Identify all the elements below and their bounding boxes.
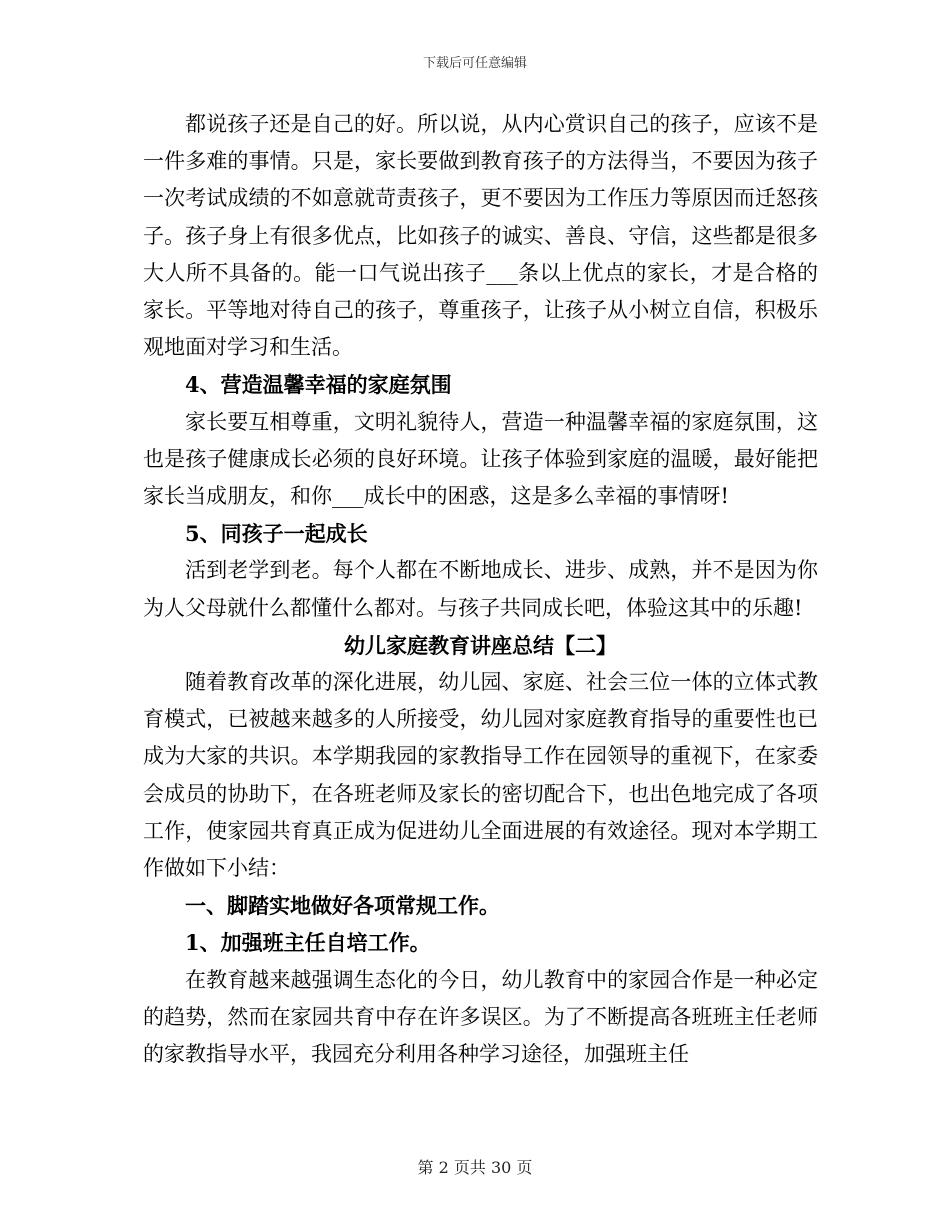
paragraph-family-atmosphere: 家长要互相尊重，文明礼貌待人，营造一种温馨幸福的家庭氛围，这也是孩子健康成长必须的良好环境。让孩子体验到家庭的温暖，最好能把家长当成朋友，和你___成长中的困惑，这是多么幸福的事情呀! xyxy=(143,409,818,509)
document-body xyxy=(143,106,818,1073)
heading-5-grow-together: 5、同孩子一起成长 xyxy=(185,521,368,547)
paragraph-grow-together: 活到老学到老。每个人都在不断地成长、进步、成熟，并不是因为你为人父母就什么都懂什么都对。与孩子共同成长吧，体验这其中的乐趣! xyxy=(143,558,818,620)
heading-routine-work: 一、脚踏实地做好各项常规工作。 xyxy=(185,893,500,919)
paragraph-summary-intro: 随着教育改革的深化进展，幼儿园、家庭、社会三位一体的立体式教育模式，已被越来越多的人所接受，幼儿园对家庭教育指导的重要性也已成为大家的共识。本学期我园的家教指导工作在园领导的重视下，在家委会成员的协助下，在各班老师及家长的密切配合下，也出色地完成了各项工作，使家园共育真正成为促进幼儿全面进展的有效途径。现对本学期工作做如下小结： xyxy=(143,670,818,881)
section-title-2: 幼儿家庭教育讲座总结【二】 xyxy=(344,632,617,658)
paragraph-appreciate-child: 都说孩子还是自己的好。所以说，从内心赏识自己的孩子，应该不是一件多难的事情。只是，家长要做到教育孩子的方法得当，不要因为孩子一次考试成绩的不如意就苛责孩子，更不要因为工作压力等原因而迁怒孩子。孩子身上有很多优点，比如孩子的诚实、善良、守信，这些都是很多大人所不具备的。能一口气说出孩子___条以上优点的家长，才是合格的家长。平等地对待自己的孩子，尊重孩子，让孩子从小树立自信，积极乐观地面对学习和生活。 xyxy=(143,112,818,360)
heading-teacher-training: 1、加强班主任自培工作。 xyxy=(185,930,431,956)
paragraph-teacher-training: 在教育越来越强调生态化的今日，幼儿教育中的家园合作是一种必定的趋势，然而在家园共育中存在许多误区。为了不断提高各班班主任老师的家教指导水平，我园充分利用各种学习途径，加强班主任 xyxy=(143,967,818,1067)
heading-4-family-atmosphere: 4、营造温馨幸福的家庭氛围 xyxy=(185,372,452,398)
page-header: 下载后可任意编辑 xyxy=(422,56,527,71)
page-footer: 第 2 页共 30 页 xyxy=(417,1158,533,1177)
